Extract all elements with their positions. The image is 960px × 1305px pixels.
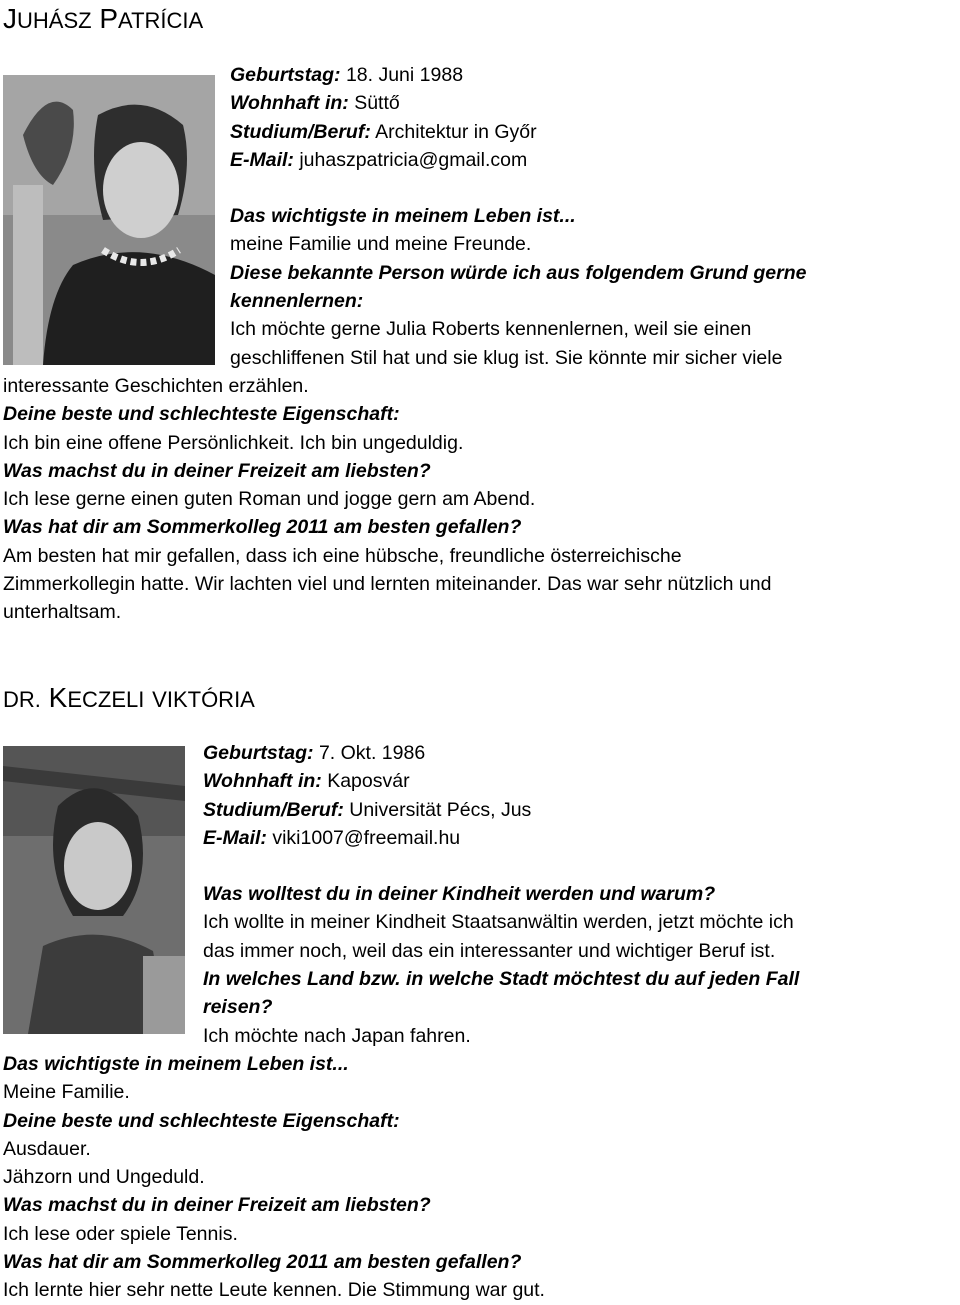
answer: meine Familie und meine Freunde.: [230, 233, 532, 256]
question: reisen?: [203, 996, 273, 1019]
answer: Ich lese gerne einen guten Roman und jogge gern am Abend.: [3, 488, 536, 511]
answer: Am besten hat mir gefallen, dass ich eine hübsche, freundliche österreichische: [3, 544, 682, 567]
field-label: Geburtstag:: [230, 64, 341, 86]
name-initial: J: [3, 3, 17, 34]
question: Was hat dir am Sommerkolleg 2011 am besten gefallen?: [3, 516, 522, 539]
question: In welches Land bzw. in welche Stadt möchtest du auf jeden Fall: [203, 968, 800, 991]
question: Was machst du in deiner Freizeit am liebsten?: [3, 1194, 431, 1217]
profile-juhasz-patricia: [0, 0, 960, 627]
question: Deine beste und schlechteste Eigenschaft:: [3, 403, 400, 426]
field-label: Wohnhaft in:: [230, 92, 349, 115]
name-rest: VIKTÓRIA: [152, 687, 255, 712]
name-initial: P: [99, 3, 119, 34]
answer: Ich bin eine offene Persönlichkeit. Ich bin ungeduldig.: [3, 431, 464, 454]
question: Deine beste und schlechteste Eigenschaft:: [3, 1109, 400, 1132]
question: Das wichtigste in meinem Leben ist...: [230, 205, 576, 228]
profile-photo: [3, 746, 185, 1034]
name-initial: K: [48, 682, 68, 713]
name-rest: ATRÍCIA: [118, 8, 204, 33]
answer: Ich wollte in meiner Kindheit Staatsanwältin werden, jetzt möchte ich: [203, 911, 794, 934]
field-value: Architektur in Győr: [375, 120, 537, 143]
portrait-image: [3, 746, 185, 1034]
answer: interessante Geschichten erzählen.: [3, 374, 309, 397]
question: Was wolltest du in deiner Kindheit werden und warum?: [203, 883, 716, 906]
answer: Ich möchte gerne Julia Roberts kennenlernen, weil sie einen: [230, 318, 752, 341]
answer: Jähzorn und Ungeduld.: [3, 1166, 205, 1189]
field-label: Geburtstag:: [203, 742, 314, 764]
question: Was machst du in deiner Freizeit am liebsten?: [3, 459, 431, 482]
field-label: Studium/Beruf:: [203, 798, 344, 821]
question: kennenlernen:: [230, 290, 364, 313]
question: Das wichtigste in meinem Leben ist...: [3, 1052, 349, 1075]
profile-name: [0, 1, 203, 39]
profile-photo: [3, 75, 215, 365]
question: Was hat dir am Sommerkolleg 2011 am besten gefallen?: [3, 1251, 522, 1274]
answer: Ausdauer.: [3, 1137, 91, 1160]
answer: Meine Familie.: [3, 1081, 130, 1104]
answer: das immer noch, weil das ein interessanter und wichtiger Beruf ist.: [203, 939, 776, 962]
question: Diese bekannte Person würde ich aus folgendem Grund gerne: [230, 261, 807, 284]
field-value: 18. Juni 1988: [345, 64, 464, 86]
field-value: 7. Okt. 1986: [318, 742, 426, 764]
profile-keczeli-viktoria: [0, 670, 960, 1305]
field-label: E-Mail:: [230, 148, 294, 171]
profile-name: [0, 680, 255, 718]
field-value: Süttő: [354, 92, 400, 115]
field-label: Wohnhaft in:: [203, 770, 322, 793]
field-value: Universität Pécs, Jus: [349, 798, 532, 821]
field-value: Kaposvár: [327, 770, 410, 793]
field-label: E-Mail:: [203, 826, 267, 849]
name-rest: UHÁSZ: [17, 8, 92, 33]
field-label: Studium/Beruf:: [230, 120, 371, 143]
answer: Ich lese oder spiele Tennis.: [3, 1222, 238, 1245]
answer: geschliffenen Stil hat und sie klug ist. Sie könnte mir sicher viele: [230, 346, 783, 369]
field-value: viki1007@freemail.hu: [272, 826, 461, 849]
name-rest: ECZELI: [67, 687, 145, 712]
answer: Ich möchte nach Japan fahren.: [203, 1024, 471, 1047]
answer: Ich lernte hier sehr nette Leute kennen. Die Stimmung war gut.: [3, 1279, 545, 1302]
answer: unterhaltsam.: [3, 601, 122, 624]
field-value: juhaszpatricia@gmail.com: [299, 148, 528, 171]
portrait-image: [3, 75, 215, 365]
answer: Zimmerkollegin hatte. Wir lachten viel und lernten miteinander. Das war sehr nützlich und: [3, 573, 772, 596]
name-title: DR.: [3, 687, 41, 712]
